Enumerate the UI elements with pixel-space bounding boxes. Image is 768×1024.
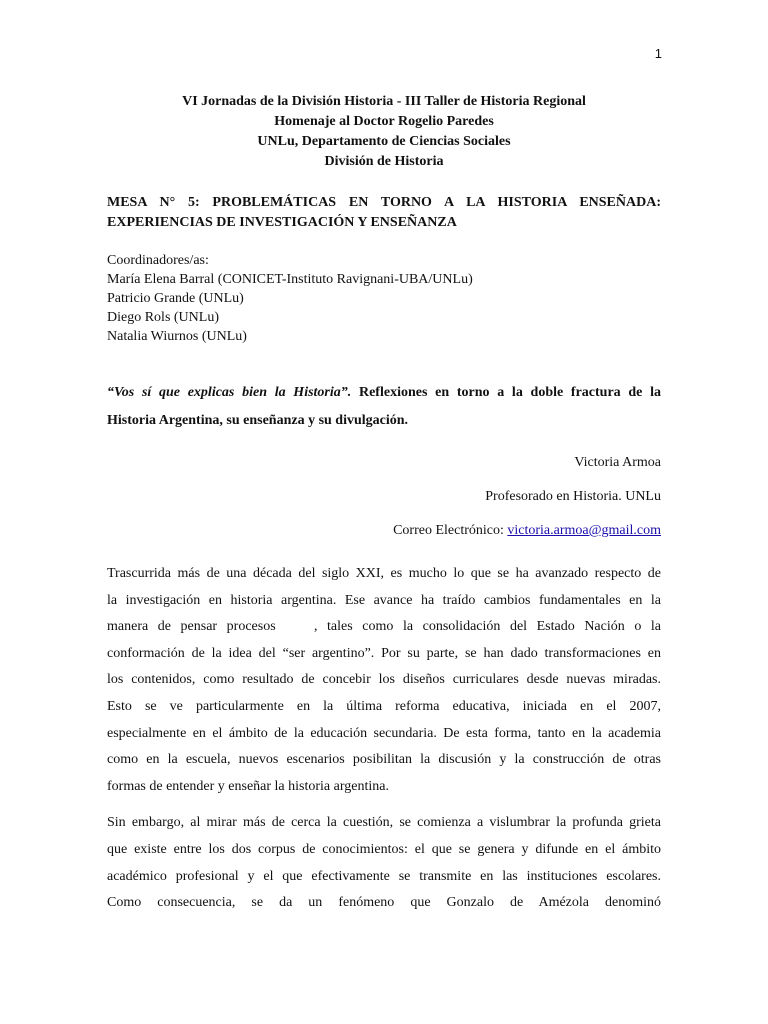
division-line: División de Historia	[324, 154, 444, 169]
event-header	[107, 92, 661, 172]
event-title: VI Jornadas de la División Historia - III Taller de Historia Regional	[182, 94, 586, 109]
paragraph-line: Trascurrida más de una década del siglo XXI, es mucho lo que se ha avanzado respecto de	[107, 566, 661, 581]
paper-title-line-1	[107, 379, 661, 407]
panel-title-line-1: MESA N° 5: PROBLEMÁTICAS EN TORNO A LA HISTORIA ENSEÑADA:	[107, 195, 661, 210]
paragraph-line: Como consecuencia, se da un fenómeno que Gonzalo de Amézola denominó	[107, 895, 661, 911]
coordinator-name: María Elena Barral (CONICET-Instituto Ravignani-UBA/UNLu)	[107, 272, 473, 287]
paper-title-line-2: Historia Argentina, su enseñanza y su divulgación.	[107, 413, 409, 428]
coordinators-label: Coordinadores/as:	[107, 253, 209, 268]
paper-title	[107, 379, 661, 435]
paragraph-line: los contenidos, como resultado de concebir los diseños curriculares desde nuevas miradas.	[107, 672, 661, 688]
department-line: UNLu, Departamento de Ciencias Sociales	[257, 134, 511, 149]
paragraph-line: Sin embargo, al mirar más de cerca la cuestión, se comienza a vislumbrar la profunda grieta	[107, 815, 661, 831]
paper-title-rest: Reflexiones en torno a la doble fractura de la	[351, 385, 662, 400]
author-name: Victoria Armoa	[574, 455, 661, 470]
paragraph-line: especialmente en el ámbito de la educación secundaria. De esta forma, tanto en la academia	[107, 725, 661, 741]
author-affiliation: Profesorado en Historia. UNLu	[485, 489, 661, 504]
paragraph-line: manera de pensar procesos , tales como la consolidación del Estado Nación o la	[107, 619, 661, 635]
paragraph-line: Esto se ve particularmente en la última reforma educativa, iniciada en el 2007,	[107, 698, 661, 714]
page-number: 1	[654, 46, 662, 61]
panel-title	[107, 193, 661, 233]
email-link[interactable]: victoria.armoa@gmail.com	[507, 523, 661, 538]
paragraph-1	[107, 561, 661, 800]
coordinator-name: Patricio Grande (UNLu)	[107, 291, 244, 306]
email-label: Correo Electrónico:	[393, 523, 508, 538]
coordinator-name: Diego Rols (UNLu)	[107, 310, 219, 325]
paper-title-quote: “Vos sí que explicas bien la Historia”.	[107, 385, 352, 400]
paragraph-line: que existe entre los dos corpus de conocimientos: el que se genera y difunde en el ámbito	[107, 841, 661, 857]
paragraph-line: académico profesional y el que efectivamente se transmite en las instituciones escolares.	[107, 868, 661, 884]
paragraph-2	[107, 810, 661, 916]
document-body	[107, 92, 661, 917]
paragraph-line: formas de entender y enseñar la historia argentina.	[107, 778, 389, 794]
paragraph-line: como en la escuela, nuevos escenarios posibilitan la discusión y la construcción de otras	[107, 752, 661, 768]
homage-line: Homenaje al Doctor Rogelio Paredes	[274, 114, 494, 129]
panel-title-line-2: EXPERIENCIAS DE INVESTIGACIÓN Y ENSEÑANZA	[107, 215, 457, 230]
coordinator-name: Natalia Wiurnos (UNLu)	[107, 329, 247, 344]
paragraph-line: conformación de la idea del “ser argentino”. Por su parte, se han dado transformaciones en	[107, 645, 661, 661]
coordinators-block	[107, 251, 661, 346]
author-email-row	[107, 521, 661, 541]
paragraph-line: la investigación en historia argentina. Ese avance ha traído cambios fundamentales en la	[107, 592, 661, 608]
